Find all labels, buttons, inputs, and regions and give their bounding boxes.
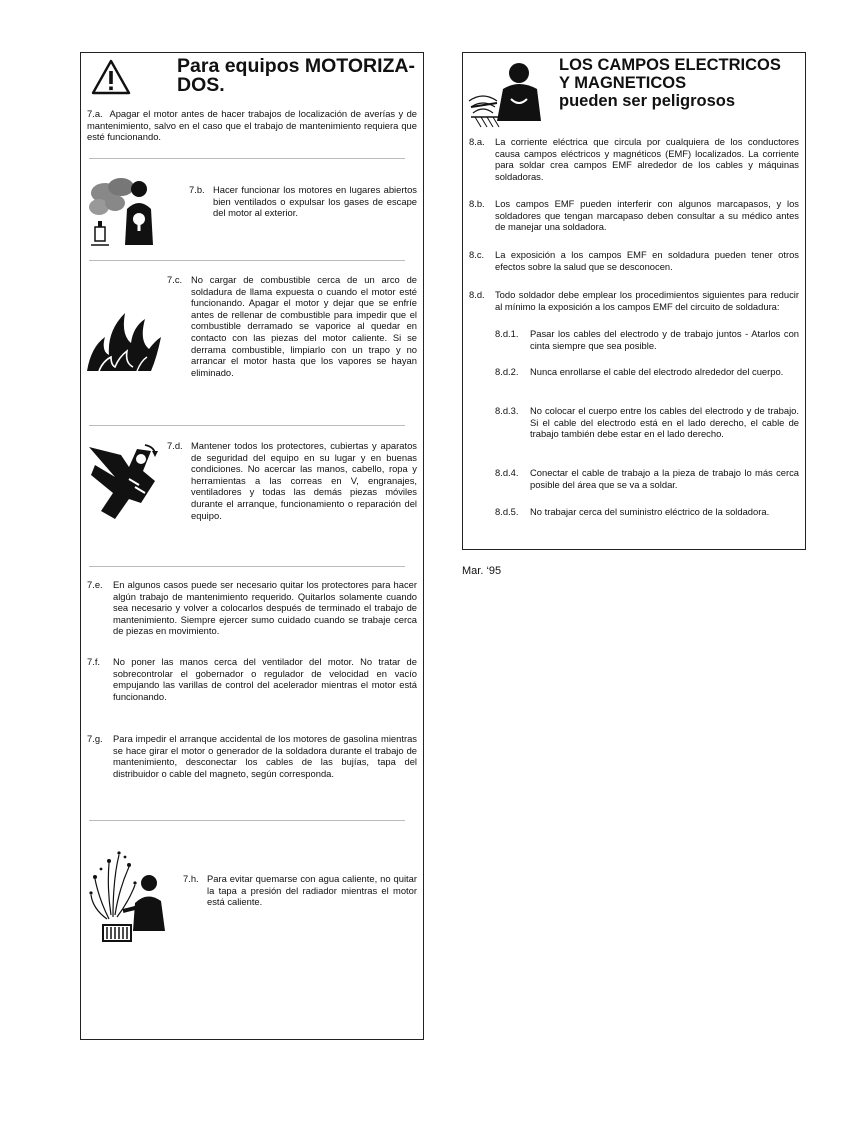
exhaust-fumes-icon <box>87 175 159 251</box>
hot-water-radiator-icon <box>89 849 171 949</box>
item-7g: 7.g. Para impedir el arranque accidental de los motores de gasolina mientras se hace girar el motor o generador de la soldadora durante el trabajo de mantenimiento, desconectar los cables de las bujías, tapa del distribuidor o cable del magneto, según corresponda. <box>87 733 417 779</box>
item-8d4: 8.d.4. Conectar el cable de trabajo a la pieza de trabajo lo más cerca posible del área que se va a soldar. <box>495 467 799 490</box>
engine-section-title: Para equipos MOTORIZA- DOS. <box>177 55 415 96</box>
warning-triangle-icon <box>91 59 131 95</box>
item-8d5: 8.d.5. No trabajar cerca del suministro eléctrico de la soldadora. <box>495 506 770 517</box>
item-7b: 7.b. Hacer funcionar los motores en lugares abiertos bien ventilados o expulsar los gases de escape del motor al exterior. <box>189 184 417 219</box>
moving-parts-hand-icon <box>85 441 161 525</box>
item-8a: 8.a. La corriente eléctrica que circula por cualquiera de los conductores causa campos eléctricos y magnéticos (EMF) localizados. La corriente para soldar crea campos EMF alrededor de los cables y máquinas soldadoras. <box>469 136 799 182</box>
divider <box>89 566 405 567</box>
item-7c: 7.c. No cargar de combustible cerca de un arco de soldadura de llama expuesta o cuando el motor esté funcionando. Apagar el motor y dejar que se enfríe antes de rellenar de combustible para impedir que el combustible derramado se vaporice al quedar en contacto con las piezas del motor caliente. Si se derrama combustible, limpiarlo con un trapo y no arrancar el motor hasta que los vapores se hayan eliminado. <box>167 274 417 378</box>
item-8c: 8.c. La exposición a los campos EMF en soldadura pueden tener otros efectos sobre la salud que se desconocen. <box>469 249 799 272</box>
item-7e: 7.e. En algunos casos puede ser necesario quitar los protectores para hacer algún trabajo de mantenimiento requerido. Quitarlos solamente cuando sea necesario y volver a colocarlos después de terminado el trabajo de mantenimiento. Siempre ejercer sumo cuidado cuando se trabaje cerca de piezas en movimiento. <box>87 579 417 637</box>
item-7f: 7.f. No poner las manos cerca del ventilador del motor. No tratar de sobrecontrolar el gobernador o regulador de velocidad en vacío empujando las varillas de control del acelerador mientras el motor está funcionando. <box>87 656 417 702</box>
revision-date: Mar. ‘95 <box>462 565 502 577</box>
item-8d3: 8.d.3. No colocar el cuerpo entre los cables del electrodo y de trabajo. Si el cable del electrodo está en el lado derecho, el cable de trabajo también debe estar en el lado derecho. <box>495 405 799 440</box>
engine-safety-panel <box>80 52 424 1040</box>
item-7a: 7.a. Apagar el motor antes de hacer trabajos de localización de averías y de mantenimiento, salvo en el caso que el trabajo de mantenimiento requiera que esté funcionando. <box>87 108 417 143</box>
divider <box>89 158 405 159</box>
divider <box>89 820 405 821</box>
emf-welder-icon <box>467 59 553 129</box>
item-7h: 7.h. Para evitar quemarse con agua caliente, no quitar la tapa a presión del radiador mientras el motor está caliente. <box>183 873 417 908</box>
item-8d2: 8.d.2. Nunca enrollarse el cable del electrodo alrededor del cuerpo. <box>495 366 784 377</box>
divider <box>89 425 405 426</box>
emf-safety-panel <box>462 52 806 550</box>
item-8d1: 8.d.1. Pasar los cables del electrodo y de trabajo juntos - Atarlos con cinta siempre que sea posible. <box>495 328 799 351</box>
divider <box>89 260 405 261</box>
item-8d: 8.d. Todo soldador debe emplear los procedimientos siguientes para reducir al mínimo la exposición a los campos EMF del circuito de soldadura: <box>469 289 799 312</box>
item-8b: 8.b. Los campos EMF pueden interferir con algunos marcapasos, y los soldadores que tengan marcapaso deben consultar a su médico antes de manejar una soldadora. <box>469 198 799 233</box>
emf-section-title: LOS CAMPOS ELECTRICOS Y MAGNETICOS pueden ser peligrosos <box>559 56 781 110</box>
fire-icon <box>85 307 163 373</box>
item-7d: 7.d. Mantener todos los protectores, cubiertas y aparatos de seguridad del equipo en su lugar y en buenas condiciones. No acercar las manos, cabello, ropa y herramientas a las correas en V, engranajes, ventiladores y todas las demás piezas móviles durante el arranque, funcionamiento o reparación del equipo. <box>167 440 417 521</box>
